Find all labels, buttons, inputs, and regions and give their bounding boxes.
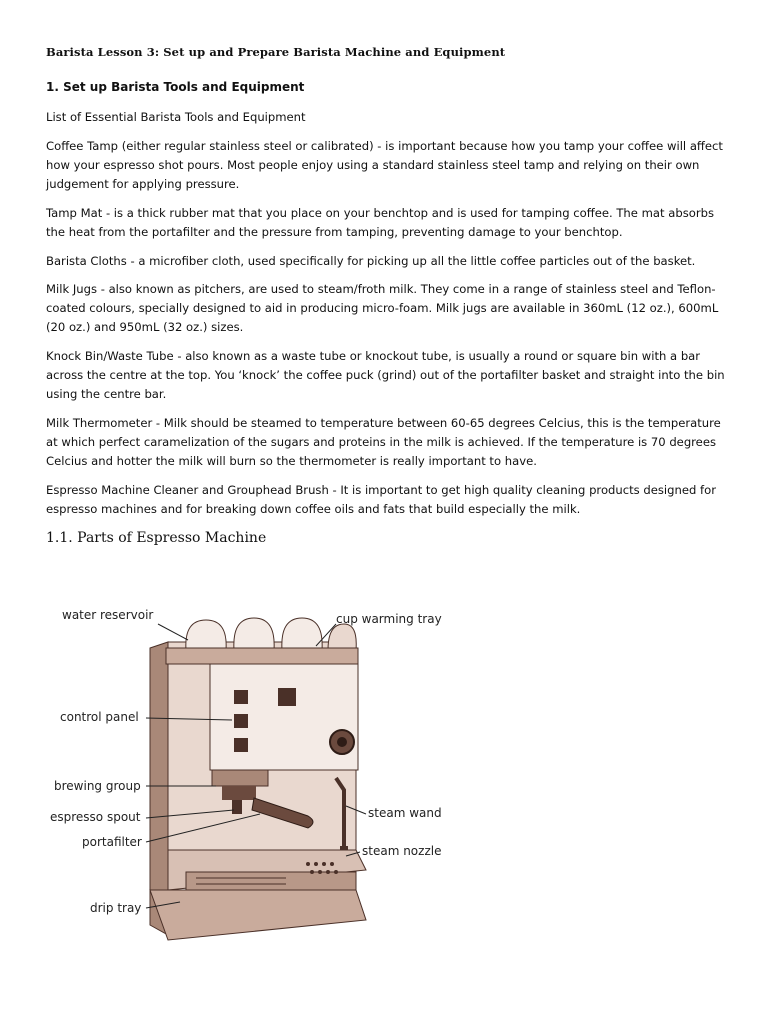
label-steam-nozzle: steam nozzle: [362, 844, 442, 858]
subheading-parts-of-espresso-machine: 1.1. Parts of Espresso Machine: [46, 530, 267, 546]
espresso-machine-illustration: [46, 590, 486, 950]
paragraph-milk-jugs: Milk Jugs - also known as pitchers, are used to steam/froth milk. They come in a range of stainless steel and Teflon-coated colours, specially designed to aid in producing micro-foam. Milk jugs are available in 360mL (12 oz.), 600mL (20 oz.) and 950mL (32 oz.) sizes.: [46, 282, 719, 334]
label-steam-wand: steam wand: [368, 806, 442, 820]
paragraph-coffee-tamp: Coffee Tamp (either regular stainless steel or calibrated) - is important because how you tamp your coffee will affect how your espresso shot pours. Most people enjoy using a standard stainless steel tamp and relying on their own judgement for applying pressure.: [46, 139, 723, 191]
section-heading: 1. Set up Barista Tools and Equipment: [46, 80, 305, 94]
paragraph-barista-cloths: Barista Cloths - a microfiber cloth, used specifically for picking up all the little coffee particles out of the basket.: [46, 254, 696, 268]
paragraph-tamp-mat: Tamp Mat - is a thick rubber mat that you place on your benchtop and is used for tamping coffee. The mat absorbs the heat from the portafilter and the pressure from tamping, preventing damage to your benchtop.: [46, 206, 714, 239]
list-heading: List of Essential Barista Tools and Equipment: [46, 110, 306, 124]
label-cup-warming-tray: cup warming tray: [336, 612, 442, 626]
label-control-panel: control panel: [60, 710, 139, 724]
espresso-machine-diagram: [46, 590, 486, 950]
label-brewing-group: brewing group: [54, 779, 141, 793]
paragraph-knock-bin: Knock Bin/Waste Tube - also known as a waste tube or knockout tube, is usually a round or square bin with a bar across the centre at the top. You ‘knock’ the coffee puck (grind) out of the portafilter basket and straight into the bin using the centre bar.: [46, 349, 725, 401]
label-espresso-spout: espresso spout: [50, 810, 141, 824]
label-portafilter: portafilter: [82, 835, 142, 849]
label-drip-tray: drip tray: [90, 901, 142, 915]
label-water-reservoir: water reservoir: [62, 608, 154, 622]
paragraph-machine-cleaner: Espresso Machine Cleaner and Grouphead Brush - It is important to get high quality cleaning products designed for espresso machines and for breaking down coffee oils and fats that build especially the milk.: [46, 483, 716, 516]
lesson-title: Barista Lesson 3: Set up and Prepare Barista Machine and Equipment: [46, 45, 506, 59]
paragraph-milk-thermometer: Milk Thermometer - Milk should be steamed to temperature between 60-65 degrees Celcius, this is the temperature at which perfect caramelization of the sugars and proteins in the milk is achieved. If the temperature is 70 degrees Celcius and hotter the milk will burn so the thermometer is really important to have.: [46, 416, 721, 468]
